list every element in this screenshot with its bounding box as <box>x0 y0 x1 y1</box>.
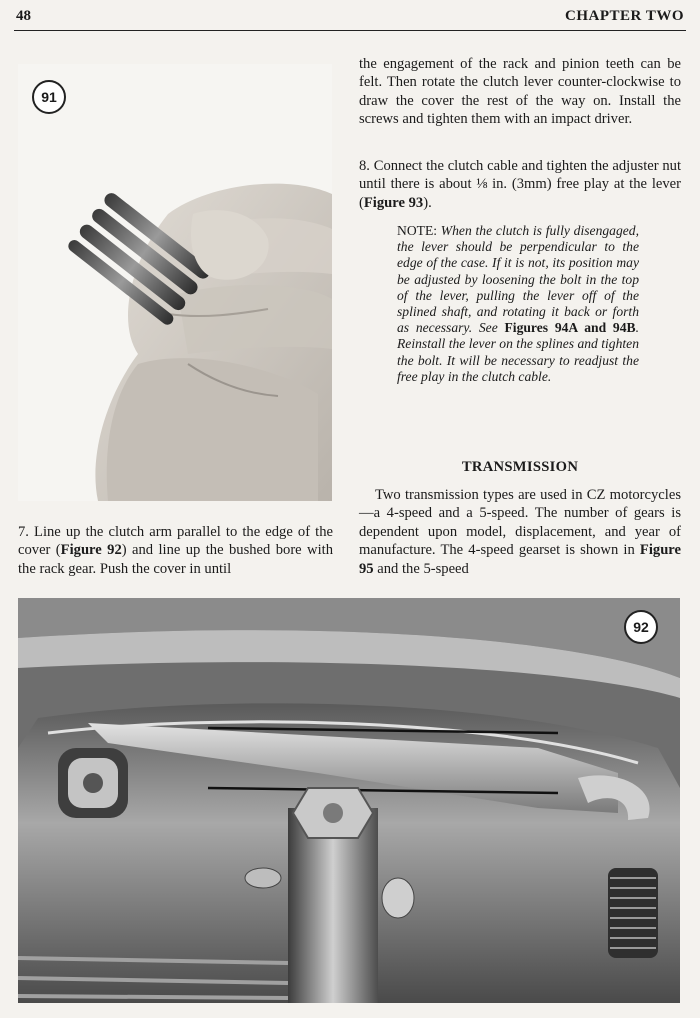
rings-in-fingers-illustration <box>18 64 332 501</box>
figure-92-ref: Figure 92 <box>60 542 122 559</box>
note-block <box>397 223 639 385</box>
step-8-paragraph <box>359 157 681 212</box>
step-8-text: 8. Connect the clutch cable and tighten the adjuster nut until there is about ⅛ in. (3mm) free play at the lever ( <box>359 158 681 211</box>
transmission-text: Two transmission types are used in CZ motorcycles—a 4-speed and a 5-speed. The number of gears is dependent upon model, displacement, and year of manufacture. The 4-speed gearset is shown in <box>359 487 681 559</box>
step-7-text-end: ) and line up the bushed bore with the rack gear. Push the cover in until <box>18 542 333 577</box>
chapter-title: CHAPTER TWO <box>565 8 684 24</box>
note-label: NOTE: <box>397 223 438 238</box>
figure-91-label: 91 <box>32 80 66 114</box>
step-8-text-end: ). <box>423 194 432 211</box>
figure-92-label: 92 <box>624 610 658 644</box>
page-number: 48 <box>16 8 31 24</box>
figure-95-ref: Figure 95 <box>359 542 681 577</box>
page-header <box>14 6 686 31</box>
figure-92-photo <box>18 598 680 1003</box>
note-text: When the clutch is fully disengaged, the lever should be perpendicular to the edge of the case. If it is not, its position may be adjusted by loosening the bolt in the top of the lever, pulling the lever off of the splined shaft, and rotating it back or forth as necessary. See <box>397 223 639 336</box>
note-text-end: . Reinstall the lever on the splines and tighten the bolt. It will be necessary to readjust the free play in the clutch cable. <box>397 320 639 384</box>
section-heading: TRANSMISSION <box>461 459 579 475</box>
transmission-paragraph <box>359 486 681 578</box>
transmission-text-end: and the 5-speed <box>373 560 469 577</box>
figure-91-photo <box>18 64 332 501</box>
paragraph-continued: the engagement of the rack and pinion teeth can be felt. Then rotate the clutch lever counter-clockwise to draw the cover the rest of the way on. Install the screws and tighten them with an impact driver. <box>359 56 681 128</box>
step-7-paragraph <box>18 523 333 578</box>
figure-93-ref: Figure 93 <box>363 194 424 211</box>
step-7-text: 7. Line up the clutch arm parallel to the edge of the cover ( <box>18 524 333 559</box>
figure-94-ref: Figures 94A and 94B <box>504 320 636 336</box>
clutch-cover-illustration <box>18 598 680 1003</box>
